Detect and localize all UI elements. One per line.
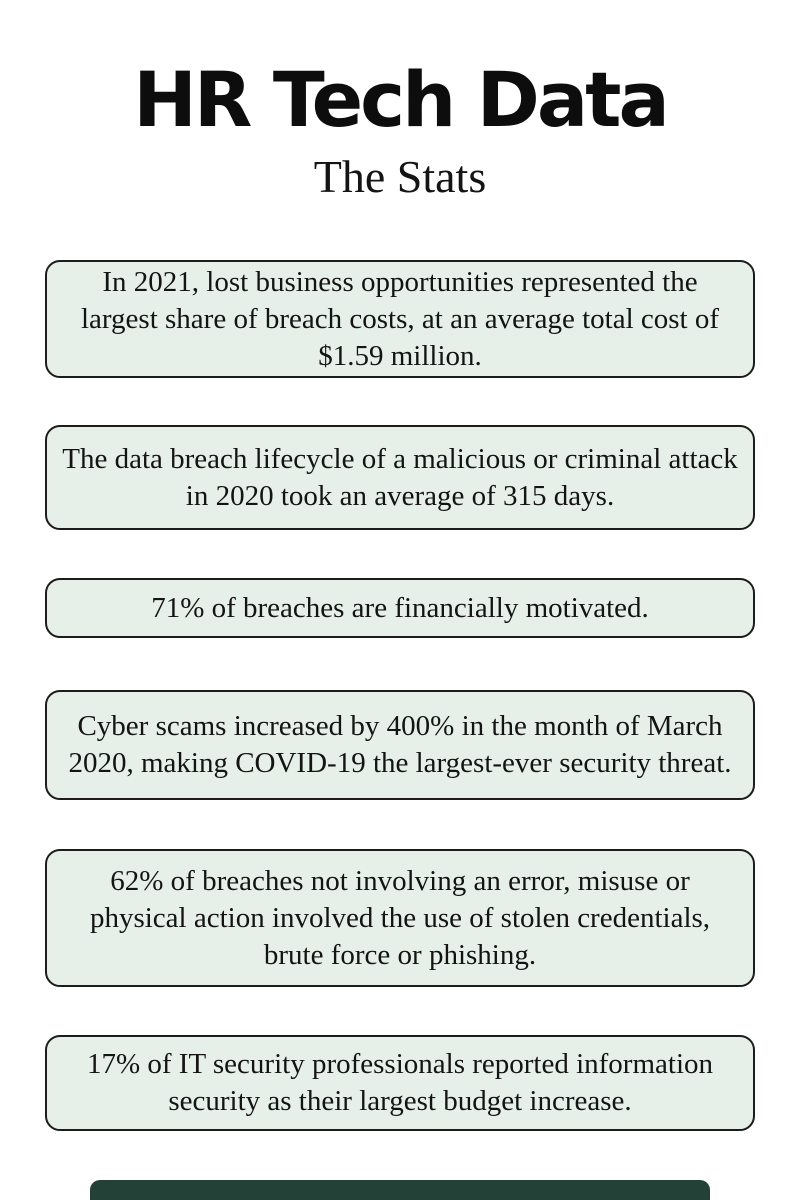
stat-text: Cyber scams increased by 400% in the month of March 2020, making COVID-19 the largest-ever security threat. (68, 710, 732, 779)
stat-box-stolen-credentials (45, 849, 755, 987)
stat-text: 62% of breaches not involving an error, misuse or physical action involved the use of stolen credentials, brute force or phishing. (89, 864, 711, 971)
stat-box-cyber-scams (45, 690, 755, 800)
stat-text: In 2021, lost business opportunities represented the largest share of breach costs, at an average total cost of $1.59 million. (81, 265, 719, 372)
page-title: HR Tech Data (133, 55, 667, 144)
stat-box-breach-lifecycle (45, 425, 755, 530)
page-subtitle: The Stats (313, 151, 487, 202)
footer-bar (90, 1180, 710, 1200)
stat-box-budget-increase (45, 1035, 755, 1131)
stat-text: The data breach lifecycle of a malicious or criminal attack in 2020 took an average of 315 days. (62, 442, 738, 512)
stat-box-financially-motivated (45, 578, 755, 638)
stat-text: 17% of IT security professionals reported information security as their largest budget increase. (86, 1048, 714, 1117)
stat-box-lost-business (45, 260, 755, 378)
stat-text: 71% of breaches are financially motivated. (151, 591, 649, 624)
